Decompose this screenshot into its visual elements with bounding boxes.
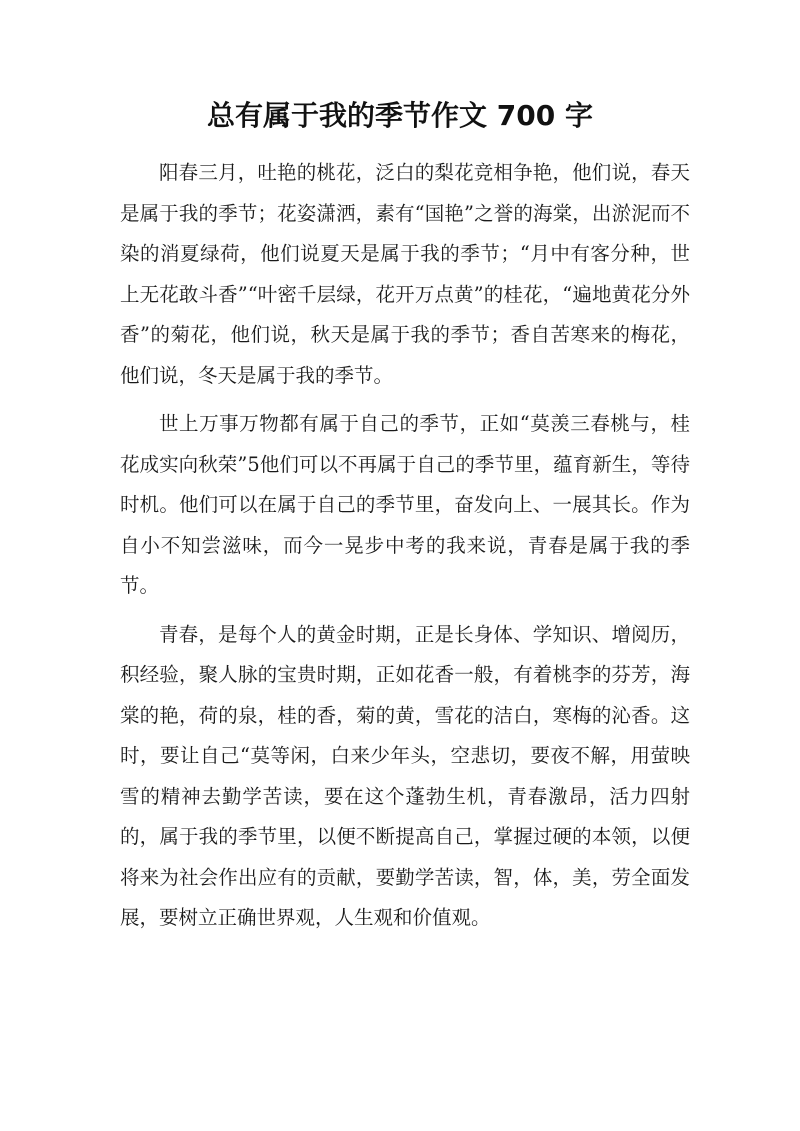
paragraph-3: 青春，是每个人的黄金时期，正是长身体、学知识、增阅历，积经验，聚人脉的宝贵时期，正如花香一般，有着桃李的芬芳，海棠的艳，荷的泉，桂的香，菊的黄，雪花的洁白，寒梅的沁香。这时，要让自己“莫等闲，白来少年头，空悲切，要夜不解，用萤映雪的精神去勤学苦读，要在这个蓬勃生机，青春激昂，活力四射的，属于我的季节里，以便不断提高自己，掌握过硬的本领，以便将来为社会作出应有的贡献，要勤学苦读，智，体，美，劳全面发展，要树立正确世界观，人生观和价值观。 xyxy=(120,622,690,929)
document-body xyxy=(120,153,690,947)
paragraph-2: 世上万事万物都有属于自己的季节，正如“莫羡三春桃与，桂花成实向秋荣”5他们可以不再属于自己的季节里，蕴育新生，等待时机。他们可以在属于自己的季节里，奋发向上、一展其长。作为自小不知尝滋味，而今一晃步中考的我来说，青春是属于我的季节。 xyxy=(120,412,690,597)
paragraph-1: 阳春三月，吐艳的桃花，泛白的梨花竞相争艳，他们说，春天是属于我的季节；花姿潇洒，素有“国艳”之誉的海棠，出淤泥而不染的消夏绿荷，他们说夏天是属于我的季节；“月中有客分种，世上无花敢斗香”“叶密千层绿，花开万点黄”的桂花，“遍地黄花分外香”的菊花，他们说，秋天是属于我的季节；香自苦寒来的梅花，他们说，冬天是属于我的季节。 xyxy=(120,161,690,387)
document-title: 总有属于我的季节作文 700 字 xyxy=(207,99,593,132)
